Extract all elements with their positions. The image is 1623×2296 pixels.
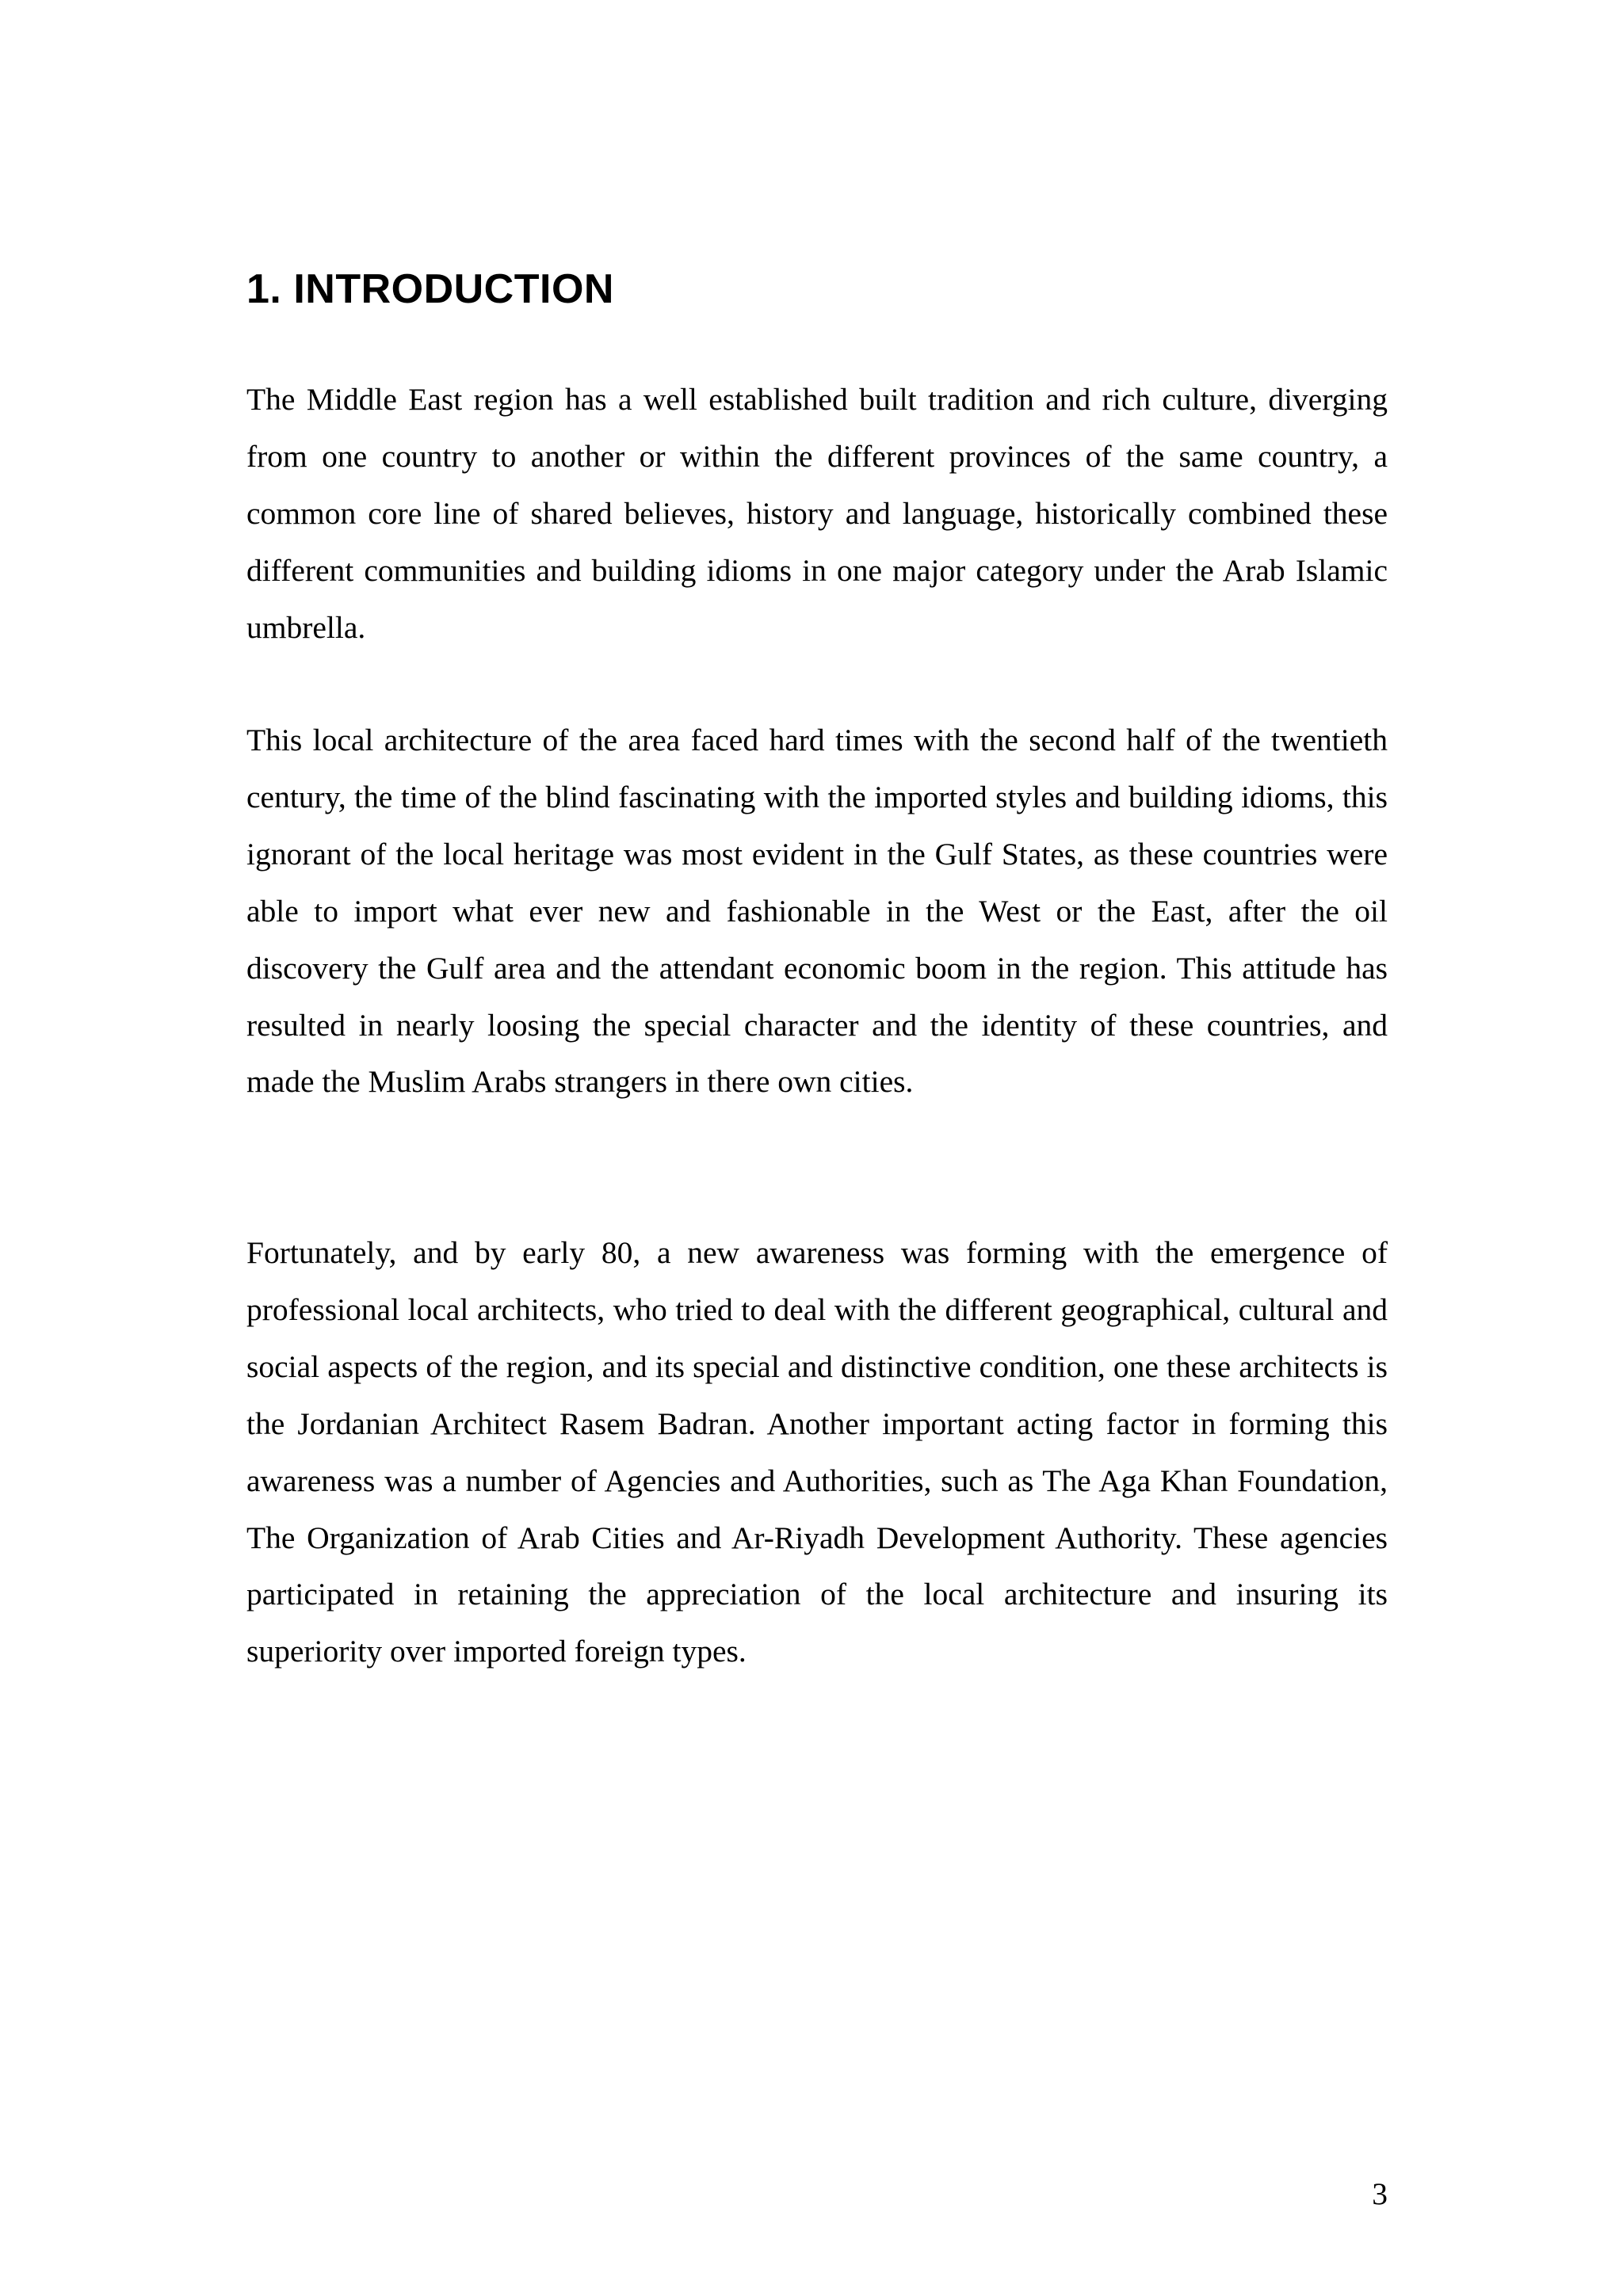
paragraph-2: This local architecture of the area faced hard times with the second half of the twentieth century, the time of the blind fascinating with the imported styles and building idioms, this ignorant of the local heritage was most evident in the Gulf States, as these countries were able to import what ever new and fashionable in the West or the East, after the oil discovery the Gulf area and the attendant economic boom in the region. This attitude has resulted in nearly loosing the special character and the identity of these countries, and made the Muslim Arabs strangers in there own cities.: [246, 723, 1388, 1100]
page-number: 3: [1372, 2176, 1388, 2211]
paragraph-3: Fortunately, and by early 80, a new awareness was forming with the emergence of professional local architects, who tried to deal with the different geographical, cultural and social aspects of the region, and its special and distinctive condition, one these architects is the Jordanian Architect Rasem Badran. Another important acting factor in forming this awareness was a number of Agencies and Authorities, such as The Aga Khan Foundation, The Organization of Arab Cities and Ar-Riyadh Development Authority. These agencies participated in retaining the appreciation of the local architecture and insuring its superiority over imported foreign types.: [246, 1235, 1388, 1669]
section-heading: 1. INTRODUCTION: [246, 266, 614, 312]
paragraph-1: The Middle East region has a well established built tradition and rich culture, diverging from one country to another or within the different provinces of the same country, a common core line of shared believes, history and language, historically combined these different communities and building idioms in one major category under the Arab Islamic umbrella.: [246, 382, 1388, 645]
